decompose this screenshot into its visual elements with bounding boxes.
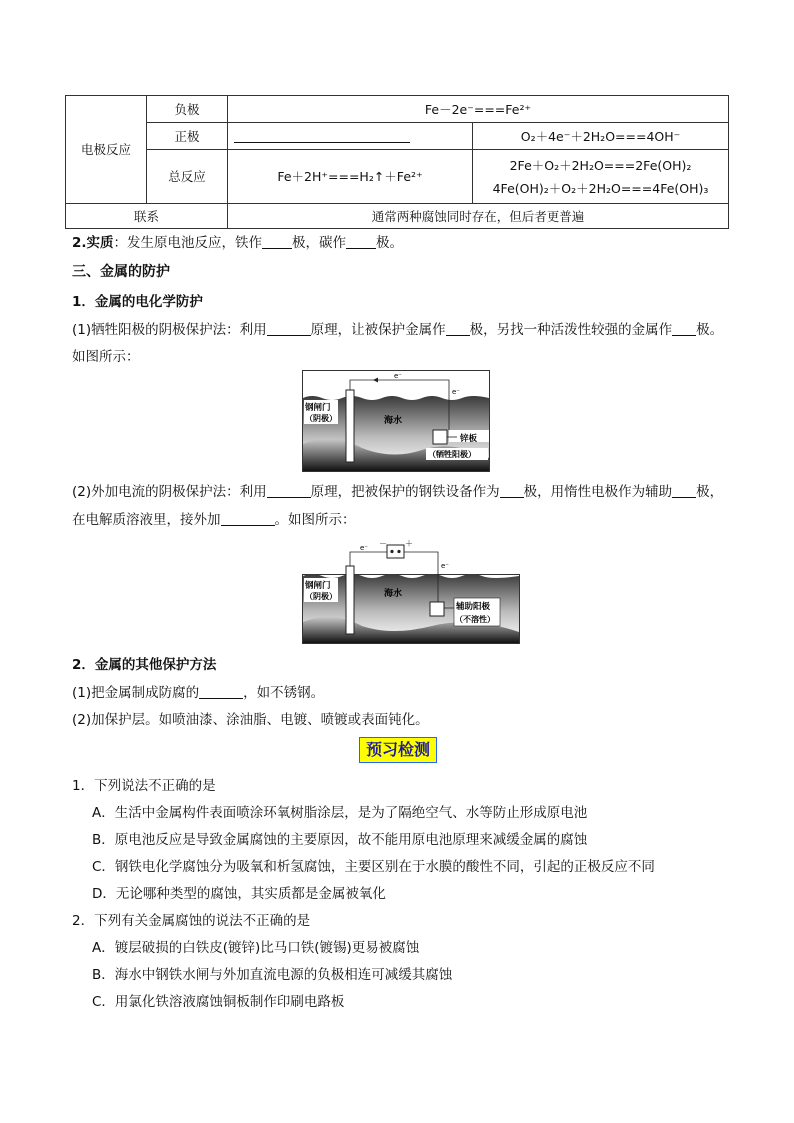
p1-text-d: 极。 [696, 322, 724, 338]
essence-text-c: 极。 [376, 235, 404, 251]
zinc-plate [433, 430, 447, 444]
other-method-1 [72, 683, 324, 703]
gate-label: 钢闸门 [305, 403, 331, 413]
gate-role-label: （阴极） [305, 414, 337, 423]
electrode-reaction-table [65, 95, 729, 229]
question-1-stem: 1．下列说法不正确的是 [72, 778, 216, 794]
q1-text-a: (1)把金属制成防腐的 [72, 685, 200, 701]
p1-text-c: 极，另找一种活泼性较强的金属作 [469, 322, 673, 338]
total-label: 总反应 [147, 150, 228, 204]
electron-label-top: e⁻ [394, 372, 403, 380]
essence-text-b: 极，碳作 [292, 235, 347, 251]
q1-text-b: ，如不锈钢。 [243, 685, 325, 701]
electron-label-left: e⁻ [360, 544, 369, 552]
p2-text-a: (2)外加电流的阴极保护法：利用 [72, 484, 267, 500]
p2-text-d: 极， [696, 484, 724, 500]
neg-label: 负极 [147, 96, 228, 123]
total-eq-line-2: 4Fe(OH)₂＋O₂＋2H₂O===4Fe(OH)₃ [492, 180, 709, 196]
answer-blank[interactable] [221, 511, 275, 526]
electron-label-right: e⁻ [441, 562, 450, 570]
pos-blank-cell [228, 123, 473, 150]
gate-label: 钢闸门 [305, 581, 331, 591]
steel-gate [346, 566, 354, 634]
p2-text-e: 在电解质溶液里，接外加 [72, 512, 221, 528]
answer-blank[interactable] [446, 321, 470, 336]
sea-water-label: 海水 [384, 589, 403, 599]
answer-blank[interactable] [500, 483, 524, 498]
essence-text-a: ：发生原电池反应，铁作 [113, 235, 263, 251]
p1-text-a: (1)牺牲阳极的阴极保护法：利用 [72, 322, 267, 338]
answer-blank[interactable] [672, 483, 696, 498]
wire-left [350, 552, 387, 566]
row-header-electrode: 电极反应 [66, 96, 147, 204]
section-title: 三、金属的防护 [72, 264, 170, 280]
total-equation-oxygen [473, 150, 729, 204]
question-1-option-d[interactable]: D．无论哪种类型的腐蚀，其实质都是金属被氧化 [92, 886, 386, 902]
dc-power-source [387, 545, 404, 558]
total-eq-line-1: 2Fe＋O₂＋2H₂O===2Fe(OH)₂ [509, 157, 692, 173]
question-1-option-c[interactable]: C．钢铁电化学腐蚀分为吸氧和析氢腐蚀，主要区别在于水膜的酸性不同，引起的正极反应不同 [92, 859, 655, 875]
subsection-electrochemical: 1．金属的电化学防护 [72, 294, 203, 310]
p1-text-b: 原理，让被保护金属作 [310, 322, 446, 338]
question-1-option-b[interactable]: B．原电池反应是导致金属腐蚀的主要原因，故不能用原电池原理来减缓金属的腐蚀 [92, 832, 588, 848]
other-method-2: (2)加保护层。如喷油漆、涂油脂、电镀、喷镀或表面钝化。 [72, 712, 429, 728]
p1-figure-intro: 如图所示： [72, 349, 140, 365]
p2-text-f: 。如图所示： [274, 512, 356, 528]
p2-line-2 [72, 510, 356, 530]
anode-role-label: （牺牲阳极） [428, 450, 476, 459]
answer-blank[interactable] [234, 128, 410, 143]
answer-blank[interactable] [267, 483, 311, 498]
sea-water-label: 海水 [384, 416, 403, 426]
paragraph-impressed-current [72, 482, 723, 502]
answer-blank[interactable] [267, 321, 311, 336]
total-equation-hydrogen: Fe＋2H⁺===H₂↑＋Fe²⁺ [228, 150, 473, 204]
terminal-positive-icon [397, 550, 400, 553]
question-2-option-b[interactable]: B．海水中钢铁水闸与外加直流电源的负极相连可减缓其腐蚀 [92, 967, 453, 983]
minus-sign: － [379, 539, 387, 548]
essence-line [72, 233, 403, 253]
essence-label: 2.实质 [72, 235, 114, 251]
pos-equation: O₂＋4e⁻＋2H₂O===4OH⁻ [473, 123, 729, 150]
terminal-negative-icon [390, 550, 393, 553]
paragraph-sacrificial-anode [72, 320, 723, 340]
preview-test-banner: 预习检测 [359, 737, 437, 763]
question-2-option-a[interactable]: A．镀层破损的白铁皮(镀锌)比马口铁(镀锡)更易被腐蚀 [92, 940, 420, 956]
electron-label-side: e⁻ [452, 388, 461, 396]
auxiliary-anode-label: 辅助阳极 [456, 602, 491, 612]
steel-gate [346, 390, 354, 462]
pos-label: 正极 [147, 123, 228, 150]
subsection-other-methods: 2．金属的其他保护方法 [72, 657, 217, 673]
sacrificial-anode-diagram [302, 370, 490, 472]
question-2-stem: 2．下列有关金属腐蚀的说法不正确的是 [72, 913, 311, 929]
link-text: 通常两种腐蚀同时存在，但后者更普遍 [228, 204, 729, 229]
question-2-option-c[interactable]: C．用氯化铁溶液腐蚀铜板制作印刷电路板 [92, 994, 345, 1010]
impressed-current-diagram [302, 538, 520, 644]
answer-blank[interactable] [346, 234, 376, 249]
gate-role-label: （阴极） [305, 592, 337, 601]
anode-property-label: （不溶性） [455, 615, 495, 624]
answer-blank[interactable] [672, 321, 696, 336]
question-1-option-a[interactable]: A．生活中金属构件表面喷涂环氧树脂涂层，是为了隔绝空气、水等防止形成原电池 [92, 805, 588, 821]
answer-blank[interactable] [262, 234, 292, 249]
p2-text-b: 原理，把被保护的钢铁设备作为 [310, 484, 500, 500]
plus-sign: ＋ [405, 539, 413, 548]
zinc-label: 锌板 [460, 434, 478, 444]
answer-blank[interactable] [199, 684, 243, 699]
link-label: 联系 [66, 204, 228, 229]
p2-text-c: 极，用惰性电极作为辅助 [523, 484, 673, 500]
neg-equation: Fe－2e⁻===Fe²⁺ [228, 96, 729, 123]
auxiliary-anode [430, 602, 444, 616]
